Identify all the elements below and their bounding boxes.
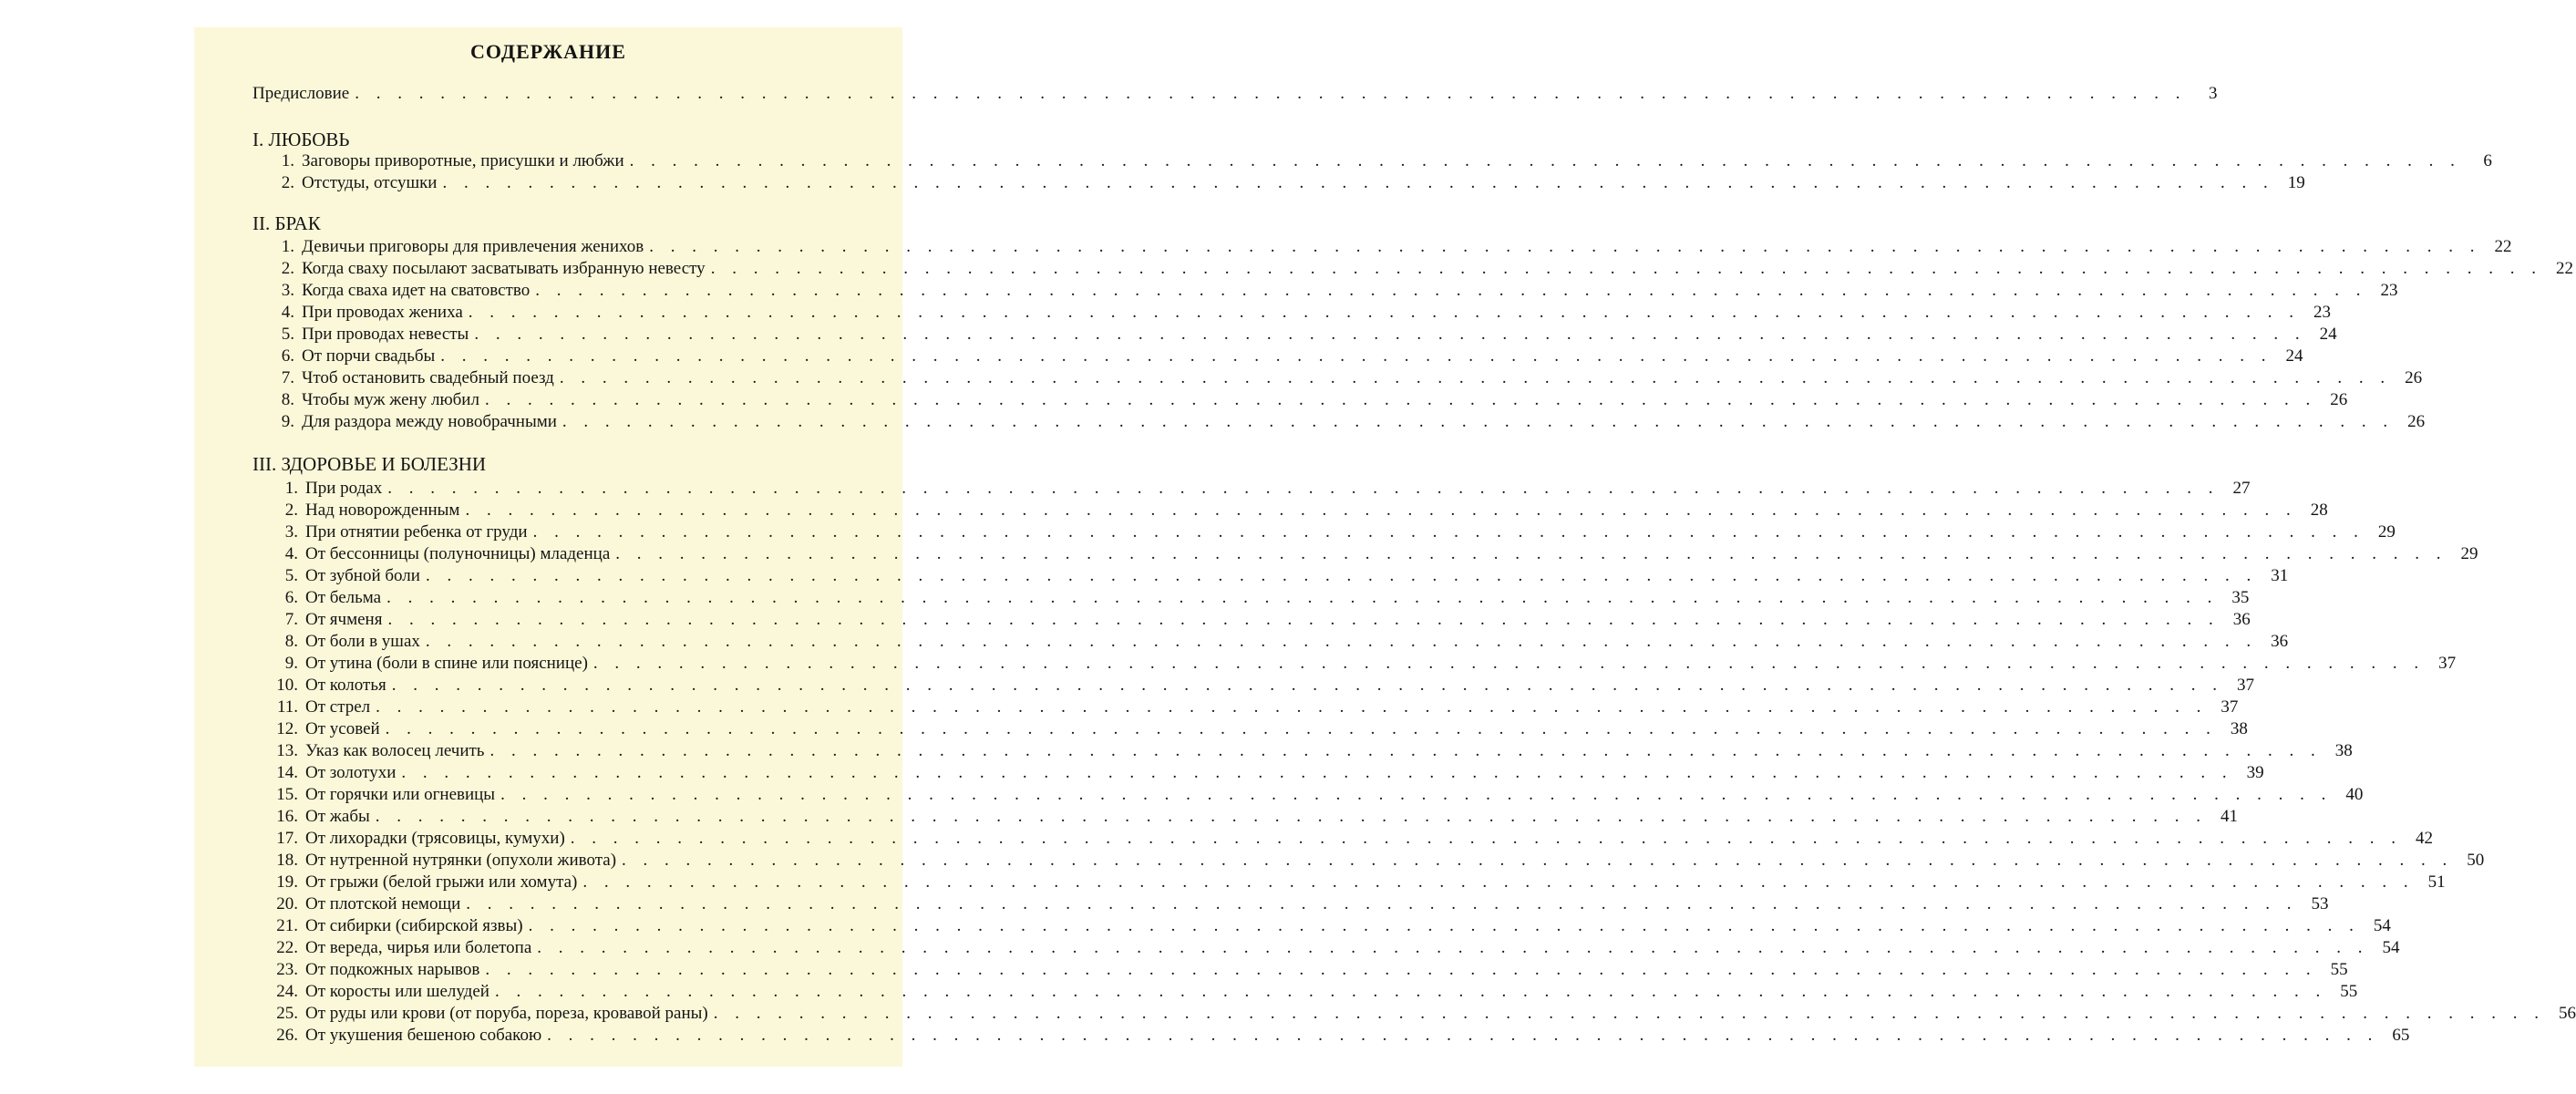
dot-leader: . . . . . . . . . . . . . . . . . . . . . . . . . . . . . . . . . . . . . . . . . . . . . . . . . . . . . . . . . . . . . . . . . . . . . . . . . . . . . . . . . . . . . . [468,303,2301,322]
entry-page-number: 28 [2310,501,2328,520]
entry-number: 26. [276,1026,298,1045]
dot-leader: . . . . . . . . . . . . . . . . . . . . . . . . . . . . . . . . . . . . . . . . . . . . . . . . . . . . . . . . . . . . . . . . . . . . . . . . . . . . . . . . . . . . . . [713,1004,2545,1023]
entry-page-number: 38 [2334,741,2353,760]
dot-leader: . . . . . . . . . . . . . . . . . . . . . . . . . . . . . . . . . . . . . . . . . . . . . . . . . . . . . . . . . . . . . . . . . . . . . . . . . . . . . . . . . . . . . . [535,281,2367,300]
entry-number: 1. [284,479,298,498]
toc-entry [271,893,2329,915]
dot-leader: . . . . . . . . . . . . . . . . . . . . . . . . . . . . . . . . . . . . . . . . . . . . . . . . . . . . . . . . . . . . . . . . . . . . . . . . . . . . . . . . . . . . . . [622,851,2454,870]
entry-number: 7. [281,368,294,387]
entry-label: При проводах жениха [302,303,463,322]
entry-label: От грыжи (белой грыжи или хомута) [305,872,578,892]
entry-number: 23. [276,960,298,979]
entry-label: От бессонницы (полуночницы) младенца [305,544,611,563]
toc-entry [271,565,2289,587]
toc-entry [278,411,2426,433]
entry-page-number: 53 [2311,894,2329,913]
section-heading: II. БРАК [252,212,321,234]
entry-page-number: 19 [2287,173,2305,192]
toc-entry [271,740,2353,762]
entry-number: 2. [281,173,294,192]
toc-entry [278,389,2348,411]
entry-label: От подкожных нарывов [305,960,480,979]
toc-entry [278,172,2305,194]
toc-entry [271,697,2239,718]
entry-number: 5. [284,566,298,585]
entry-page-number: 35 [2231,588,2250,607]
entry-number: 16. [276,807,298,826]
entry-label: Когда сваха идет на сватовство [302,281,531,300]
entry-page-number: 26 [2407,412,2426,431]
entry-page-number: 55 [2340,982,2358,1001]
dot-leader: . . . . . . . . . . . . . . . . . . . . . . . . . . . . . . . . . . . . . . . . . . . . . . . . . . . . . . . . . . . . . . . . . . . . . . . . . . . . . . . . . . . . . . [494,982,2327,1001]
entry-number: 17. [276,829,298,848]
dot-leader: . . . . . . . . . . . . . . . . . . . . . . . . . . . . . . . . . . . . . . . . . . . . . . . . . . . . . . . . . . . . . . . . . . . . . . . . . . . . . . . . . . . . . . [484,390,2317,409]
entry-number: 6. [284,588,298,607]
toc-entry [278,258,2573,280]
entry-label: От усовей [305,719,380,738]
entry-label: От руды или крови (от поруба, пореза, кровавой раны) [305,1004,708,1023]
entry-label: От золотухи [305,763,397,782]
entry-page-number: 24 [2319,325,2337,344]
entry-page-number: 51 [2427,872,2446,892]
toc-entry [271,981,2358,1003]
entry-label: От плотской немощи [305,894,461,913]
entry-label: От боли в ушах [305,632,420,651]
toc-entry [271,915,2391,937]
entry-label: От стрел [305,697,371,717]
entry-number: 1. [281,151,294,170]
toc-entry [271,675,2254,697]
toc-entry [271,762,2264,784]
entry-page-number: 39 [2246,763,2264,782]
entry-number: 2. [284,501,298,520]
toc-entry [271,1003,2576,1025]
entry-page-number: 50 [2467,851,2485,870]
entry-page-number: 22 [2494,237,2512,256]
entry-page-number: 37 [2438,654,2457,673]
dot-leader: . . . . . . . . . . . . . . . . . . . . . . . . . . . . . . . . . . . . . . . . . . . . . . . . . . . . . . . . . . . . . . . . . . . . . . . . . . . . . . . . . . . . . . [649,237,2481,256]
entry-page-number: 22 [2555,259,2573,278]
entry-page-number: 31 [2271,566,2289,585]
entry-number: 8. [284,632,298,651]
entry-label: Когда сваху посылают засватывать избранную невесту [302,259,706,278]
entry-label: От коросты или шелудей [305,982,489,1001]
toc-entry [271,806,2239,828]
entry-label: От ячменя [305,610,383,629]
dot-leader: . . . . . . . . . . . . . . . . . . . . . . . . . . . . . . . . . . . . . . . . . . . . . . . . . . . . . . . . . . . . . . . . . . . . . . . . . . . . . . . . . . . . . . [466,894,2298,913]
entry-page-number: 23 [2380,281,2398,300]
entry-label: От бельма [305,588,382,607]
entry-number: 4. [281,303,294,322]
dot-leader: . . . . . . . . . . . . . . . . . . . . . . . . . . . . . . . . . . . . . . . . . . . . . . . . . . . . . . . . . . . . . . . . . . . . . . . . . . . . . . . . . . . . . . [391,676,2223,695]
toc-entry [271,478,2251,500]
entry-label: Предисловие [252,84,350,103]
dot-leader: . . . . . . . . . . . . . . . . . . . . . . . . . . . . . . . . . . . . . . . . . . . . . . . . . . . . . . . . . . . . . . . . . . . . . . . . . . . . . . . . . . . . . . [485,960,2317,979]
dot-leader: . . . . . . . . . . . . . . . . . . . . . . . . . . . . . . . . . . . . . . . . . . . . . . . . . . . . . . . . . . . . . . . . . . . . . . . . . . . . . . . . . . . . . . [489,741,2322,760]
toc-entry [271,937,2400,959]
dot-leader: . . . . . . . . . . . . . . . . . . . . . . . . . . . . . . . . . . . . . . . . . . . . . . . . . . . . . . . . . . . . . . . . . . . . . . . . . . . . . . . . . . . . . . [559,368,2392,387]
toc-entry [271,521,2396,543]
entry-number: 21. [276,916,298,935]
entry-label: От горячки или огневицы [305,785,496,804]
entry-page-number: 40 [2345,785,2364,804]
toc-entry [271,631,2289,653]
dot-leader: . . . . . . . . . . . . . . . . . . . . . . . . . . . . . . . . . . . . . . . . . . . . . . . . . . . . . . . . . . . . . . . . . . . . . . . . . . . . . . . . . . . . . . [376,697,2208,717]
dot-leader: . . . . . . . . . . . . . . . . . . . . . . . . . . . . . . . . . . . . . . . . . . . . . . . . . . . . . . . . . . . . . . . . . . . . . . . . . . . . . . . . . . . . . . [465,501,2297,520]
entry-number: 9. [281,412,294,431]
preface-entry [252,83,2218,105]
entry-number: 9. [284,654,298,673]
entry-label: Чтоб остановить свадебный поезд [302,368,554,387]
dot-leader: . . . . . . . . . . . . . . . . . . . . . . . . . . . . . . . . . . . . . . . . . . . . . . . . . . . . . . . . . . . . . . . . . . . . . . . . . . . . . . . . . . . . . . [355,84,2187,103]
entry-number: 10. [276,676,298,695]
entry-label: От вереда, чирья или болетопа [305,938,532,957]
entry-page-number: 3 [2208,84,2218,103]
entry-page-number: 24 [2285,346,2303,366]
toc-entry [278,280,2398,302]
entry-number: 20. [276,894,298,913]
dot-leader: . . . . . . . . . . . . . . . . . . . . . . . . . . . . . . . . . . . . . . . . . . . . . . . . . . . . . . . . . . . . . . . . . . . . . . . . . . . . . . . . . . . . . . [537,938,2369,957]
dot-leader: . . . . . . . . . . . . . . . . . . . . . . . . . . . . . . . . . . . . . . . . . . . . . . . . . . . . . . . . . . . . . . . . . . . . . . . . . . . . . . . . . . . . . . [570,829,2403,848]
toc-entry [278,324,2337,346]
entry-page-number: 54 [2382,938,2400,957]
entry-number: 15. [276,785,298,804]
entry-page-number: 54 [2373,916,2391,935]
entry-label: Отстуды, отсушки [302,173,438,192]
dot-leader: . . . . . . . . . . . . . . . . . . . . . . . . . . . . . . . . . . . . . . . . . . . . . . . . . . . . . . . . . . . . . . . . . . . . . . . . . . . . . . . . . . . . . . [386,588,2219,607]
entry-label: От сибирки (сибирской язвы) [305,916,523,935]
toc-entry [271,653,2457,675]
toc-entry [271,587,2250,609]
entry-number: 14. [276,763,298,782]
dot-leader: . . . . . . . . . . . . . . . . . . . . . . . . . . . . . . . . . . . . . . . . . . . . . . . . . . . . . . . . . . . . . . . . . . . . . . . . . . . . . . . . . . . . . . [500,785,2333,804]
dot-leader: . . . . . . . . . . . . . . . . . . . . . . . . . . . . . . . . . . . . . . . . . . . . . . . . . . . . . . . . . . . . . . . . . . . . . . . . . . . . . . . . . . . . . . [615,544,2447,563]
entry-label: Для раздора между новобрачными [302,412,557,431]
toc-entry [271,1025,2410,1047]
entry-page-number: 42 [2416,829,2434,848]
entry-label: Указ как волосец лечить [305,741,485,760]
entry-label: Над новорожденным [305,501,460,520]
entry-page-number: 37 [2236,676,2254,695]
dot-leader: . . . . . . . . . . . . . . . . . . . . . . . . . . . . . . . . . . . . . . . . . . . . . . . . . . . . . . . . . . . . . . . . . . . . . . . . . . . . . . . . . . . . . . [442,173,2274,192]
entry-number: 12. [276,719,298,738]
entry-number: 11. [276,697,298,717]
entry-number: 6. [281,346,294,366]
entry-page-number: 55 [2330,960,2348,979]
toc-entry [278,346,2303,367]
dot-leader: . . . . . . . . . . . . . . . . . . . . . . . . . . . . . . . . . . . . . . . . . . . . . . . . . . . . . . . . . . . . . . . . . . . . . . . . . . . . . . . . . . . . . . [375,807,2208,826]
entry-page-number: 36 [2232,610,2251,629]
dot-leader: . . . . . . . . . . . . . . . . . . . . . . . . . . . . . . . . . . . . . . . . . . . . . . . . . . . . . . . . . . . . . . . . . . . . . . . . . . . . . . . . . . . . . . [425,632,2258,651]
entry-page-number: 6 [2483,151,2492,170]
entry-page-number: 27 [2232,479,2251,498]
dot-leader: . . . . . . . . . . . . . . . . . . . . . . . . . . . . . . . . . . . . . . . . . . . . . . . . . . . . . . . . . . . . . . . . . . . . . . . . . . . . . . . . . . . . . . [592,654,2426,673]
toc-entry [278,150,2492,172]
toc-entry [271,718,2248,740]
toc-entry [271,959,2348,981]
entry-number: 22. [276,938,298,957]
entry-label: От утина (боли в спине или пояснице) [305,654,588,673]
entry-number: 13. [276,741,298,760]
toc-entry [278,367,2423,389]
toc-entry [271,828,2434,850]
entry-page-number: 41 [2221,807,2239,826]
entry-page-number: 23 [2313,303,2332,322]
entry-label: При проводах невесты [302,325,469,344]
dot-leader: . . . . . . . . . . . . . . . . . . . . . . . . . . . . . . . . . . . . . . . . . . . . . . . . . . . . . . . . . . . . . . . . . . . . . . . . . . . . . . . . . . . . . . [532,522,2365,542]
entry-number: 18. [276,851,298,870]
entry-number: 24. [276,982,298,1001]
entry-label: От жабы [305,807,370,826]
entry-number: 1. [281,237,294,256]
dot-leader: . . . . . . . . . . . . . . . . . . . . . . . . . . . . . . . . . . . . . . . . . . . . . . . . . . . . . . . . . . . . . . . . . . . . . . . . . . . . . . . . . . . . . . [582,872,2415,892]
entry-number: 5. [281,325,294,344]
entry-number: 2. [281,259,294,278]
entry-page-number: 26 [2330,390,2348,409]
entry-number: 4. [284,544,298,563]
dot-leader: . . . . . . . . . . . . . . . . . . . . . . . . . . . . . . . . . . . . . . . . . . . . . . . . . . . . . . . . . . . . . . . . . . . . . . . . . . . . . . . . . . . . . . [710,259,2542,278]
entry-page-number: 56 [2558,1004,2576,1023]
dot-leader: . . . . . . . . . . . . . . . . . . . . . . . . . . . . . . . . . . . . . . . . . . . . . . . . . . . . . . . . . . . . . . . . . . . . . . . . . . . . . . . . . . . . . . [474,325,2306,344]
dot-leader: . . . . . . . . . . . . . . . . . . . . . . . . . . . . . . . . . . . . . . . . . . . . . . . . . . . . . . . . . . . . . . . . . . . . . . . . . . . . . . . . . . . . . . [629,151,2461,170]
entry-page-number: 65 [2392,1026,2410,1045]
entry-label: От зубной боли [305,566,420,585]
entry-page-number: 29 [2377,522,2396,542]
dot-leader: . . . . . . . . . . . . . . . . . . . . . . . . . . . . . . . . . . . . . . . . . . . . . . . . . . . . . . . . . . . . . . . . . . . . . . . . . . . . . . . . . . . . . . [387,610,2220,629]
toc-entry [278,302,2332,324]
entry-label: От колотья [305,676,386,695]
entry-label: Заговоры приворотные, присушки и любжи [302,151,624,170]
section-heading: III. ЗДОРОВЬЕ И БОЛЕЗНИ [252,453,487,475]
entry-page-number: 29 [2460,544,2478,563]
entry-page-number: 26 [2405,368,2423,387]
entry-label: Чтобы муж жену любил [302,390,479,409]
dot-leader: . . . . . . . . . . . . . . . . . . . . . . . . . . . . . . . . . . . . . . . . . . . . . . . . . . . . . . . . . . . . . . . . . . . . . . . . . . . . . . . . . . . . . . [528,916,2360,935]
entry-label: При отнятии ребенка от груди [305,522,528,542]
entry-page-number: 36 [2271,632,2289,651]
book-page [194,27,2576,1067]
dot-leader: . . . . . . . . . . . . . . . . . . . . . . . . . . . . . . . . . . . . . . . . . . . . . . . . . . . . . . . . . . . . . . . . . . . . . . . . . . . . . . . . . . . . . . [562,412,2395,431]
dot-leader: . . . . . . . . . . . . . . . . . . . . . . . . . . . . . . . . . . . . . . . . . . . . . . . . . . . . . . . . . . . . . . . . . . . . . . . . . . . . . . . . . . . . . . [425,566,2258,585]
dot-leader: . . . . . . . . . . . . . . . . . . . . . . . . . . . . . . . . . . . . . . . . . . . . . . . . . . . . . . . . . . . . . . . . . . . . . . . . . . . . . . . . . . . . . . [387,479,2220,498]
entry-page-number: 38 [2230,719,2248,738]
dot-leader: . . . . . . . . . . . . . . . . . . . . . . . . . . . . . . . . . . . . . . . . . . . . . . . . . . . . . . . . . . . . . . . . . . . . . . . . . . . . . . . . . . . . . . [401,763,2233,782]
entry-label: От нутренной нутрянки (опухоли живота) [305,851,617,870]
dot-leader: . . . . . . . . . . . . . . . . . . . . . . . . . . . . . . . . . . . . . . . . . . . . . . . . . . . . . . . . . . . . . . . . . . . . . . . . . . . . . . . . . . . . . . [547,1026,2379,1045]
toc-entry [271,609,2251,631]
entry-number: 25. [276,1004,298,1023]
page-title: СОДЕРЖАНИЕ [470,40,626,63]
entry-label: При родах [305,479,383,498]
toc-entry [278,236,2512,258]
entry-number: 3. [281,281,294,300]
dot-leader: . . . . . . . . . . . . . . . . . . . . . . . . . . . . . . . . . . . . . . . . . . . . . . . . . . . . . . . . . . . . . . . . . . . . . . . . . . . . . . . . . . . . . . [385,719,2217,738]
toc-entry [271,850,2485,872]
section-heading: I. ЛЮБОВЬ [252,129,350,150]
toc-entry [271,784,2364,806]
entry-number: 8. [281,390,294,409]
entry-label: От укушения бешеною собакою [305,1026,542,1045]
entry-number: 3. [284,522,298,542]
dot-leader: . . . . . . . . . . . . . . . . . . . . . . . . . . . . . . . . . . . . . . . . . . . . . . . . . . . . . . . . . . . . . . . . . . . . . . . . . . . . . . . . . . . . . . [440,346,2272,366]
toc-entry [271,872,2446,893]
toc-entry [271,500,2328,521]
entry-page-number: 37 [2221,697,2239,717]
entry-number: 19. [276,872,298,892]
entry-number: 7. [284,610,298,629]
toc-entry [271,543,2478,565]
entry-label: Девичьи приговоры для привлечения женихов [302,237,644,256]
entry-label: От лихорадки (трясовицы, кумухи) [305,829,565,848]
entry-label: От порчи свадьбы [302,346,436,366]
